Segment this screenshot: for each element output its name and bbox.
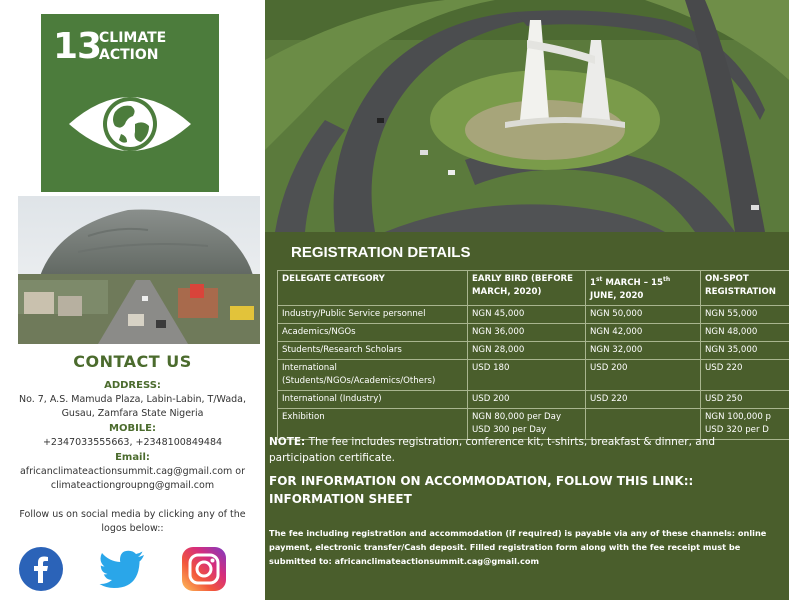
fee-note: NOTE: The fee includes registration, conference kit, t-shirts, breakfast & dinner, and participation certificate. [269, 436, 716, 464]
eye-globe-icon [65, 84, 195, 164]
email-value[interactable]: africanclimateactionsummit.cag@gmail.com or climateactiongroupng@gmail.com [19, 466, 246, 491]
accommodation-info: FOR INFORMATION ON ACCOMMODATION, FOLLOW THIS LINK:: INFORMATION SHEET [269, 474, 694, 506]
registration-fee-table [277, 270, 789, 440]
sdg13-climate-action-logo [41, 14, 219, 192]
registration-details-heading: REGISTRATION DETAILS [291, 244, 471, 261]
table-row: Academics/NGOs NGN 36,000 NGN 42,000 NGN 48,000 [278, 323, 789, 341]
social-prompt: Follow us on social media by clicking any of the logos below:: [19, 509, 246, 534]
header-march-june: 1st MARCH – 15th JUNE, 2020 [586, 271, 701, 306]
mobile-label: MOBILE: [109, 423, 156, 434]
left-panel [0, 0, 265, 600]
header-on-spot: ON-SPOT REGISTRATION [701, 271, 789, 306]
payment-instructions: The fee including registration and accommodation (if required) is payable via any of these channels: online payment, electronic transfer/Cash deposit. Filled registration form along with the fee receipt must be submitted to: africanclimateactionsummit.cag@gmail.com [269, 528, 767, 566]
instagram-icon[interactable] [181, 546, 227, 592]
header-early-bird: EARLY BIRD (BEFORE MARCH, 2020) [468, 271, 586, 306]
table-row: Industry/Public Service personnel NGN 45,000 NGN 50,000 NGN 55,000 [278, 305, 789, 323]
header-delegate-category: DELEGATE CATEGORY [278, 271, 468, 306]
email-label: Email: [115, 452, 150, 463]
right-panel [265, 0, 789, 600]
abuja-city-gate-photo [265, 0, 789, 232]
facebook-icon[interactable] [18, 546, 64, 592]
address-label: ADDRESS: [104, 380, 161, 391]
contact-us-heading: CONTACT US [73, 352, 192, 371]
table-header-row [278, 271, 789, 306]
table-row: Students/Research Scholars NGN 28,000 NGN 32,000 NGN 35,000 [278, 341, 789, 359]
mobile-value: +2347033555663, +2348100849484 [42, 437, 223, 448]
address-value: No. 7, A.S. Mamuda Plaza, Labin-Labin, T/Wada, Gusau, Zamfara State Nigeria [18, 394, 247, 419]
sdg-title: CLIMATE ACTION [99, 30, 167, 63]
sdg-number: 13 [53, 26, 102, 67]
table-row: International (Industry) USD 200 USD 220 USD 250 [278, 390, 789, 408]
zuma-rock-photo [18, 196, 260, 344]
twitter-icon[interactable] [98, 546, 144, 592]
information-sheet-link[interactable]: INFORMATION SHEET [269, 492, 412, 506]
table-row: International (Students/NGOs/Academics/Others) USD 180 USD 200 USD 220 [278, 359, 789, 390]
table-row: Exhibition NGN 80,000 per Day USD 300 per Day NGN 100,000 p USD 320 per D [278, 408, 789, 439]
